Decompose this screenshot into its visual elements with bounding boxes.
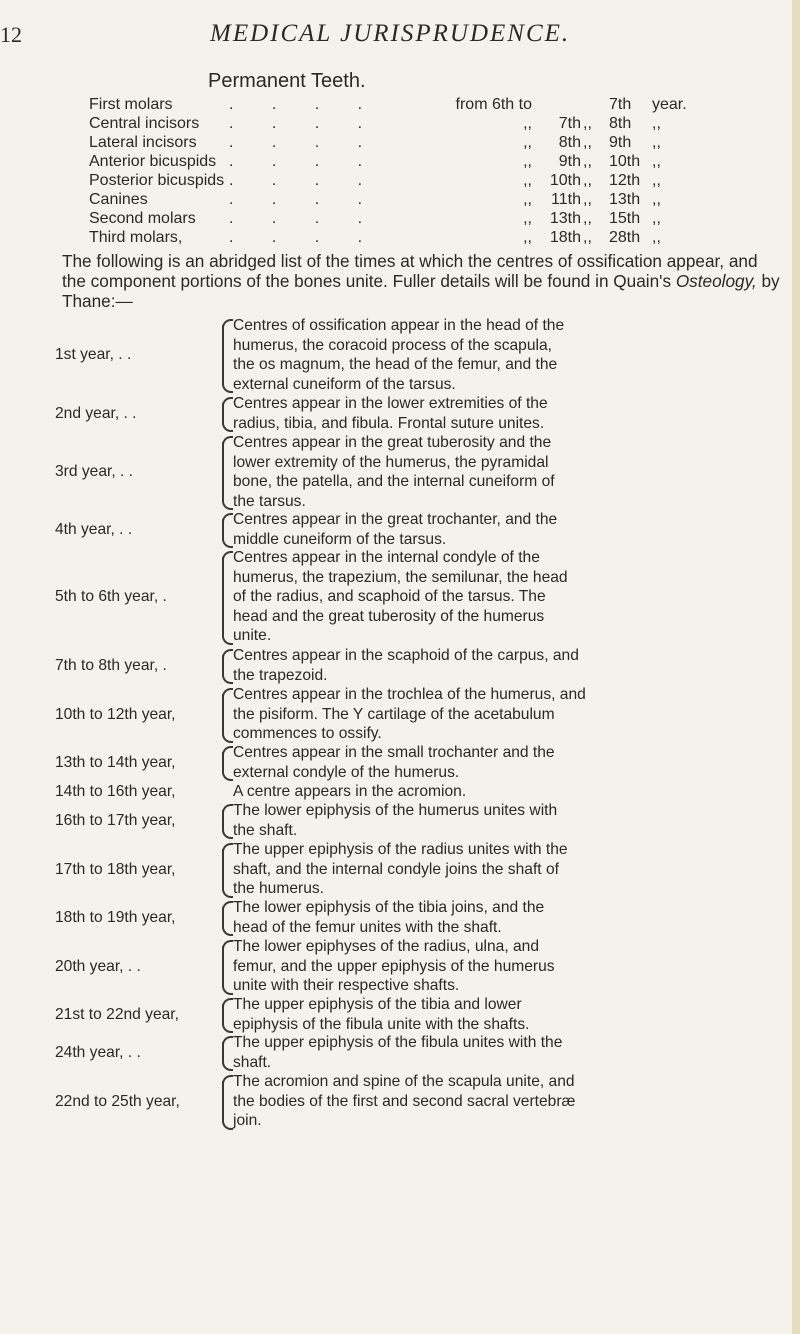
teeth-row [89,191,779,210]
text-line: lower extremity of the humerus, the pyramidal [233,453,549,471]
eruption-from: ,, [523,229,532,246]
age-label: 22nd to 25th year, [55,1092,180,1110]
text-line: of the radius, and scaphoid of the tarsus. The [233,588,546,605]
intro-text: The following is an abridged list of the times at which the centres of ossification appear, and the component portions of the bones unite. Fuller details will be found in Quain's [62,251,758,291]
ossification-text [233,840,783,899]
tooth-name: Anterior bicuspids [89,153,217,170]
leader-dots: . . . . [229,229,380,246]
tooth-name: First molars [89,96,173,113]
year-unit: ,, [652,134,661,151]
text-line: Centres appear in the great tuberosity and the [233,434,552,451]
text-line: unite. [233,627,272,644]
eruption-start: 13th [549,210,581,227]
age-label: 16th to 17th year, [55,811,176,829]
tooth-name: Second molars [89,210,196,227]
ossification-entry [0,433,800,511]
teeth-row [89,172,779,191]
text-line: the trapezoid. [233,666,328,684]
ossification-entry [0,685,800,744]
text-line: The lower epiphysis of the humerus unites with [233,802,558,819]
brace-bottom [222,734,233,743]
year-unit: ,, [652,229,661,246]
brace-bottom [222,1024,233,1033]
leader-dots: . . . . [229,191,380,208]
teeth-table [89,96,779,248]
text-line: Centres appear in the lower extremities of the [233,395,548,412]
leader-dots: . . . . [229,96,380,113]
brace-bottom [222,1121,233,1130]
text-line: join. [233,1112,262,1129]
age-label: 5th to 6th year, . [55,588,167,605]
brace-line [222,519,224,540]
eruption-from: ,, [523,172,532,189]
age-label: 17th to 18th year, [55,860,176,878]
brace-bottom [222,501,233,510]
text-line: The upper epiphysis of the radius unites with the [233,841,568,858]
brace-line [222,1081,224,1122]
eruption-end: 12th [609,172,641,189]
text-line: The upper epiphysis of the tibia and lower [233,996,522,1013]
eruption-end: 28th [609,229,641,246]
running-head: MEDICAL JURISPRUDENCE. [210,20,571,47]
teeth-row [89,229,779,248]
age-label: 24th year, . . [55,1043,141,1061]
brace-line [222,557,224,637]
eruption-end: 7th [609,96,632,113]
text-line: The acromion and spine of the scapula unite, and [233,1073,575,1090]
text-line: radius, tibia, and fibula. Frontal suture unites. [233,414,545,432]
text-line: Centres appear in the small trochanter and the [233,744,555,761]
brace-line [222,946,224,987]
ossification-text [233,782,783,802]
text-line: shaft. [233,1053,272,1071]
eruption-end: 10th [609,153,641,170]
brace-bottom [222,384,233,393]
teeth-row [89,96,779,115]
ossification-text [233,316,783,394]
brace-line [222,1004,224,1025]
text-line: the os magnum, the head of the femur, and the [233,356,558,373]
teeth-row [89,210,779,229]
leader-dots: . . . . [229,172,380,189]
ditto-mark: ,, [583,210,592,227]
brace-bottom [222,1062,233,1071]
age-label: 1st year, . . [55,346,132,364]
ossification-entry [0,801,800,840]
brace-line [222,1042,224,1063]
eruption-start: 9th [558,153,581,170]
ossification-text [233,743,783,782]
text-line: A centre appears in the acromion. [233,783,467,800]
ossification-text [233,1072,783,1131]
tooth-name: Canines [89,191,148,208]
leader-dots: . . . . [229,153,380,170]
eruption-from: from 6th to [455,96,532,113]
ossification-text [233,433,783,511]
ossification-entry [0,937,800,996]
brace-bottom [222,830,233,839]
text-line: The lower epiphyses of the radius, ulna, and [233,938,539,955]
eruption-start: 18th [549,229,581,246]
age-label: 18th to 19th year, [55,908,176,926]
text-line: Centres appear in the internal condyle of the [233,549,540,566]
text-line: humerus, the trapezium, the semilunar, the head [233,568,568,586]
brace-line [222,907,224,928]
leader-dots: . . . . [229,134,380,151]
ossification-entry [0,548,800,646]
teeth-row [89,153,779,172]
eruption-start: 10th [549,172,581,189]
brace-line [222,325,224,385]
year-unit: ,, [652,210,661,227]
text-line: Centres of ossification appear in the head of the [233,317,565,334]
ditto-mark: ,, [583,115,592,132]
brace-bottom [222,636,233,645]
text-line: commences to ossify. [233,725,382,742]
section-heading: Permanent Teeth. [208,70,366,92]
brace-bottom [222,675,233,684]
brace-bottom [222,772,233,781]
page-number: 12 [0,22,22,47]
eruption-start: 7th [558,115,581,132]
brace-bottom [222,986,233,995]
ossification-text [233,646,783,685]
brace-bottom [222,889,233,898]
ossification-entry [0,898,800,937]
eruption-end: 15th [609,210,641,227]
age-label: 3rd year, . . [55,463,134,481]
text-line: head of the femur unites with the shaft. [233,918,502,936]
eruption-start: 11th [551,191,581,208]
ossification-text [233,1033,783,1072]
ossification-text [233,995,783,1034]
text-line: humerus, the coracoid process of the scapula, [233,336,552,354]
brace-bottom [222,423,233,432]
teeth-row [89,115,779,134]
tooth-name: Posterior bicuspids [89,172,225,189]
year-unit: ,, [652,115,661,132]
text-line: external condyle of the humerus. [233,763,460,781]
ossification-text [233,801,783,840]
eruption-from: ,, [523,191,532,208]
ossification-text [233,937,783,996]
text-line: the bodies of the first and second sacral vertebræ [233,1092,576,1110]
text-line: bone, the patella, and the internal cuneiform of [233,473,555,490]
brace-line [222,849,224,890]
ditto-mark: ,, [583,153,592,170]
brace-line [222,810,224,831]
eruption-from: ,, [523,115,532,132]
ditto-mark: ,, [583,229,592,246]
eruption-from: ,, [523,134,532,151]
text-line: The lower epiphysis of the tibia joins, and the [233,899,545,916]
intro-text-end: by Thane:— [62,271,780,311]
text-line: Centres appear in the great trochanter, and the [233,511,558,528]
text-line: Centres appear in the scaphoid of the carpus, and [233,647,579,664]
year-unit: year. [652,96,687,113]
ossification-entry [0,1033,800,1072]
brace-line [222,694,224,735]
ossification-text [233,685,783,744]
ossification-text [233,394,783,433]
age-label: 21st to 22nd year, [55,1005,179,1023]
age-label: 13th to 14th year, [55,753,176,771]
text-line: shaft, and the internal condyle joins the shaft of [233,860,559,878]
brace-bottom [222,539,233,548]
age-label: 20th year, . . [55,957,141,975]
ossification-entry [0,995,800,1034]
ossification-text [233,548,783,646]
teeth-row [89,134,779,153]
eruption-end: 8th [609,115,632,132]
ossification-entry [0,840,800,899]
brace-line [222,442,224,502]
ditto-mark: ,, [583,134,592,151]
ossification-entry [0,782,800,802]
ossification-entry [0,743,800,782]
tooth-name: Lateral incisors [89,134,197,151]
text-line: Centres appear in the trochlea of the humerus, and [233,686,586,703]
text-line: external cuneiform of the tarsus. [233,375,456,393]
eruption-start: 8th [558,134,581,151]
ditto-mark: ,, [583,191,592,208]
age-label: 2nd year, . . [55,404,137,422]
eruption-end: 9th [609,134,632,151]
year-unit: ,, [652,172,661,189]
age-label: 7th to 8th year, . [55,656,167,674]
brace-bottom [222,927,233,936]
text-line: epiphysis of the fibula unite with the shafts. [233,1015,530,1033]
ossification-entry [0,510,800,549]
text-line: the humerus. [233,880,325,897]
ossification-entry [0,316,800,394]
eruption-from: ,, [523,153,532,170]
tooth-name: Third molars, [89,229,183,246]
leader-dots: . . . . [229,210,380,227]
brace-line [222,655,224,676]
ossification-entry [0,1072,800,1131]
text-line: The upper epiphysis of the fibula unites with the [233,1034,563,1051]
text-line: the shaft. [233,821,298,839]
year-unit: ,, [652,191,661,208]
book-title: Osteology, [675,271,757,291]
eruption-end: 13th [609,191,641,208]
ossification-text [233,510,783,549]
brace-line [222,752,224,773]
ditto-mark: ,, [583,172,592,189]
tooth-name: Central incisors [89,115,200,132]
age-label: 10th to 12th year, [55,705,176,723]
age-label: 14th to 16th year, [55,783,176,800]
text-line: femur, and the upper epiphysis of the humerus [233,957,555,975]
brace-line [222,403,224,424]
text-line: the tarsus. [233,492,306,510]
text-line: middle cuneiform of the tarsus. [233,530,447,548]
ossification-entry [0,646,800,685]
ossification-text [233,898,783,937]
text-line: the pisiform. The Y cartilage of the acetabulum [233,705,555,723]
leader-dots: . . . . [229,115,380,132]
ossification-entry [0,394,800,433]
year-unit: ,, [652,153,661,170]
text-line: unite with their respective shafts. [233,977,460,994]
text-line: head and the great tuberosity of the humerus [233,607,545,625]
intro-paragraph [62,251,780,311]
eruption-from: ,, [523,210,532,227]
age-label: 4th year, . . [55,520,133,538]
